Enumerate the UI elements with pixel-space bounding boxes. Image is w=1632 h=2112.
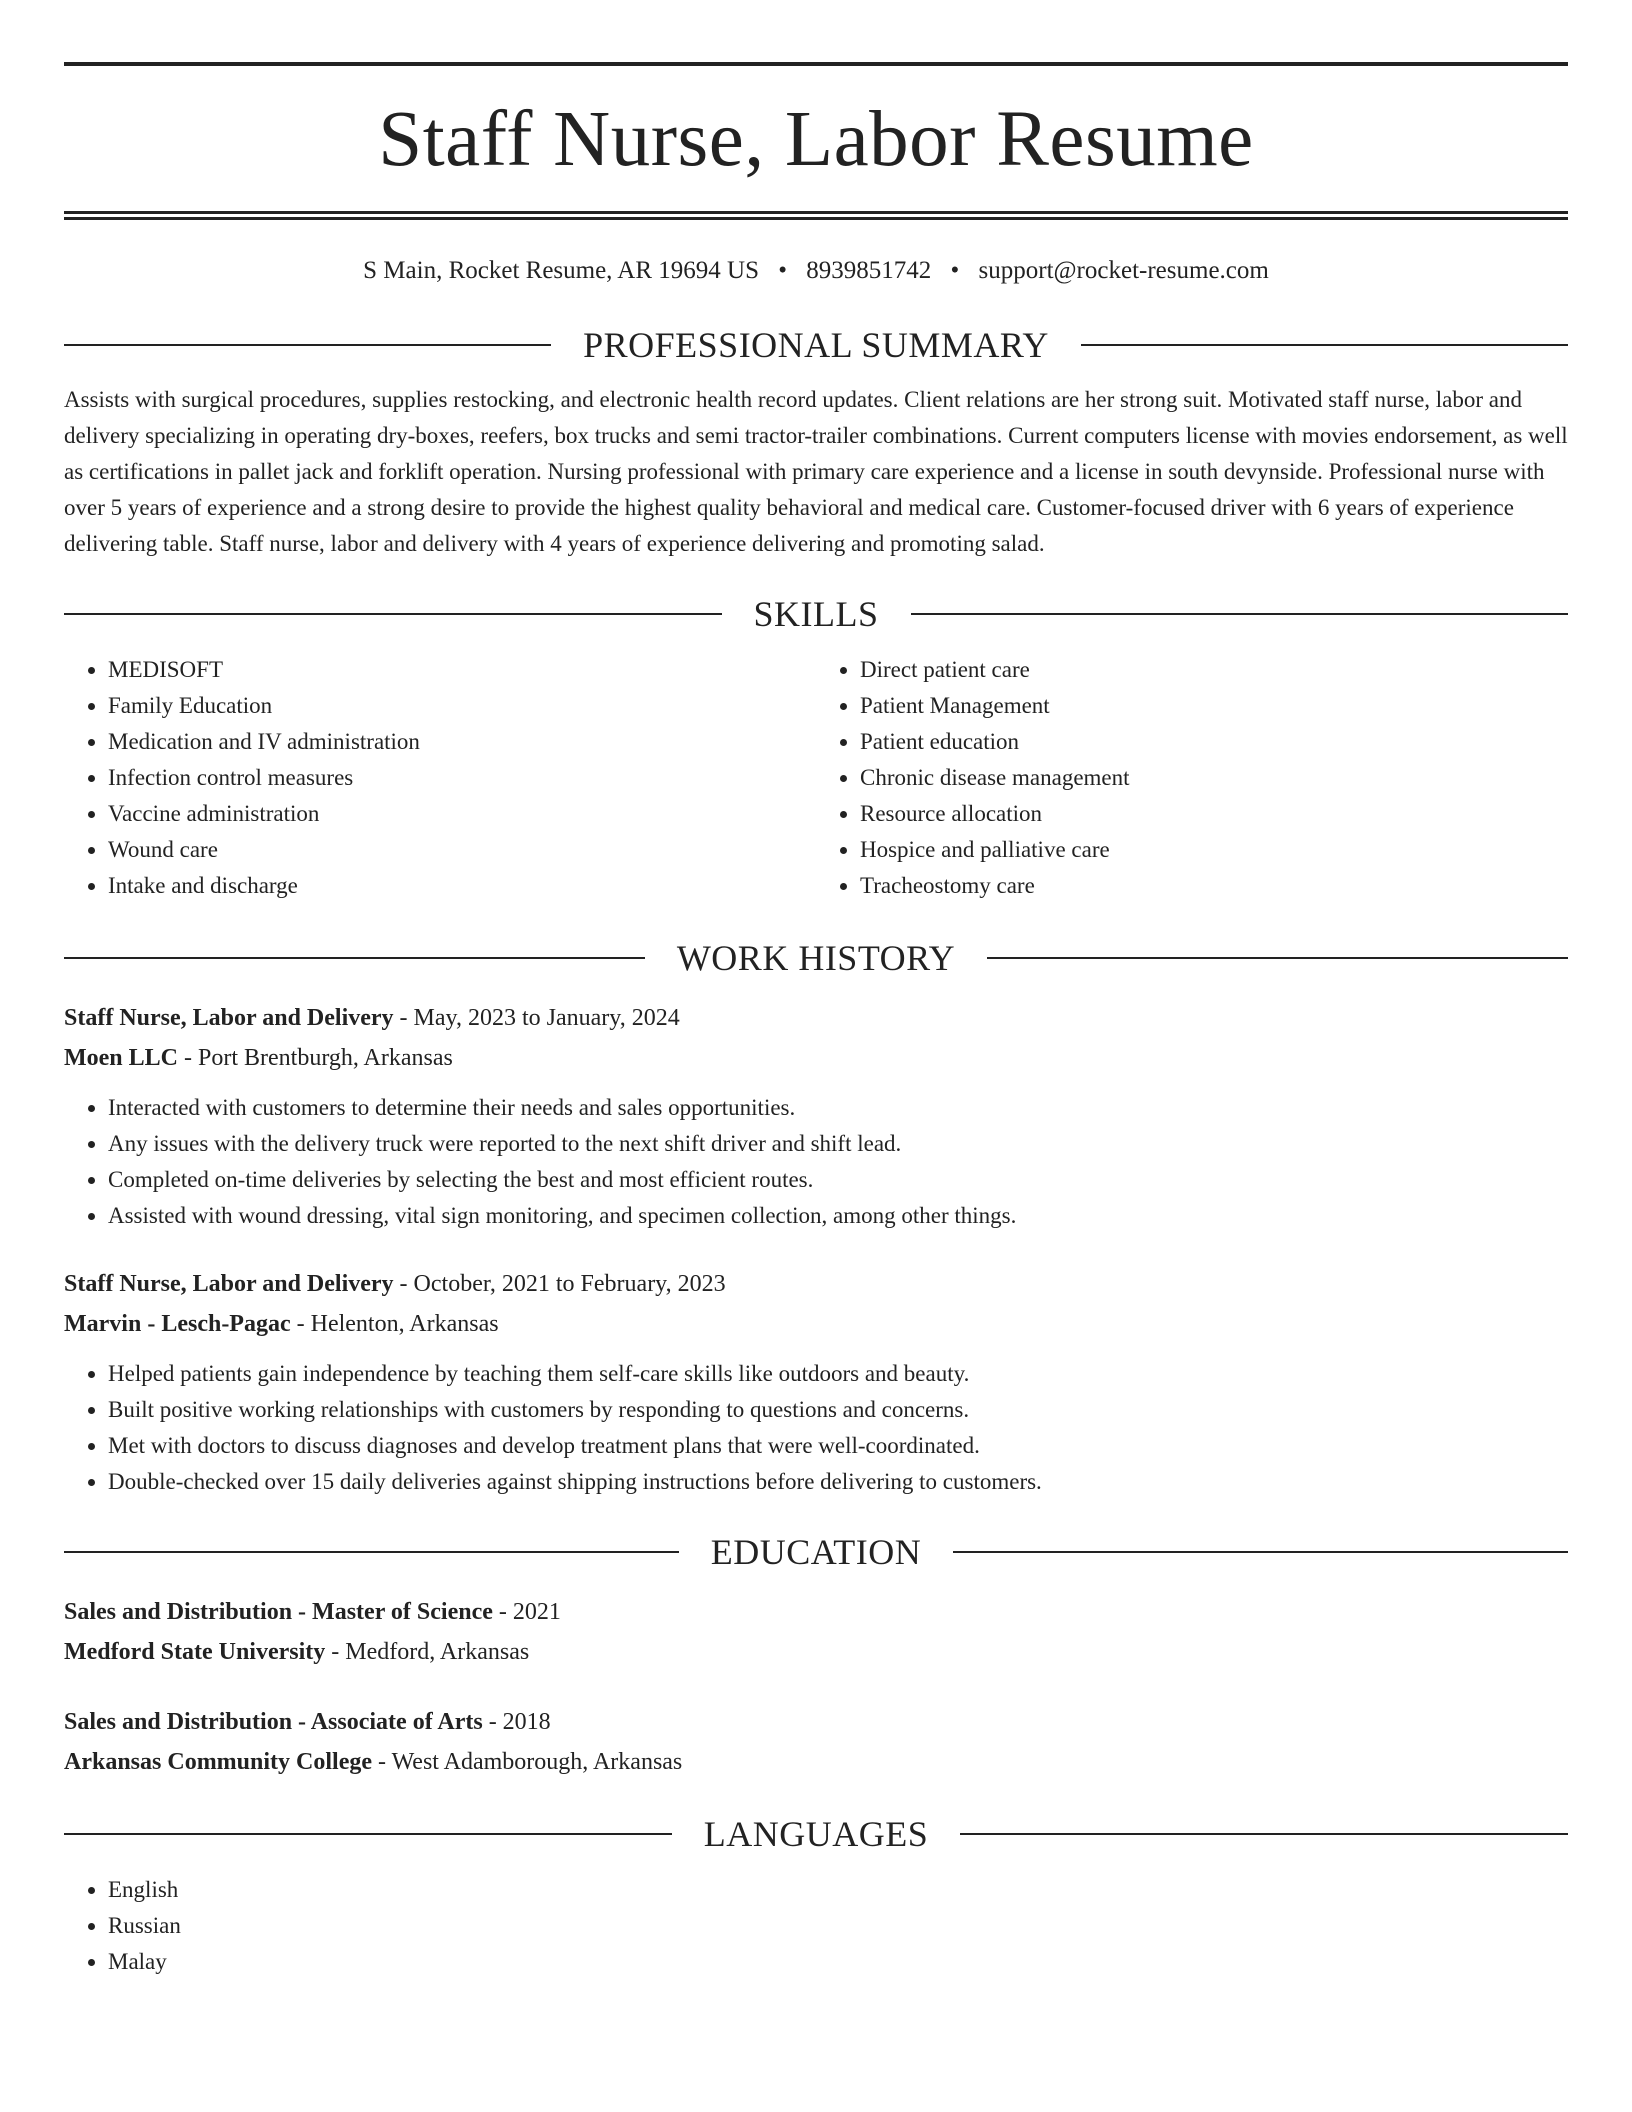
heading-rule <box>987 957 1568 959</box>
page-title: Staff Nurse, Labor Resume <box>378 96 1254 183</box>
section-title: EDUCATION <box>710 1532 922 1572</box>
heading-rule <box>64 957 645 959</box>
job-bullet: • Interacted with customers to determine their needs and sales opportunities. <box>108 1090 1568 1126</box>
skill-item: • Resource allocation <box>860 796 1568 832</box>
job-dates: - October, 2021 to February, 2023 <box>393 1271 726 1297</box>
job-bullets <box>64 1356 1568 1500</box>
job-bullet: • Assisted with wound dressing, vital sign monitoring, and specimen collection, among other things. <box>108 1198 1568 1234</box>
school-line <box>64 1742 1568 1782</box>
contact-address: S Main, Rocket Resume, AR 19694 US <box>363 257 759 284</box>
summary-text: Assists with surgical procedures, supplies restocking, and electronic health record updates. Client relations are her strong suit. Motivated staff nurse, labor and delivery specializing in operating dry-boxes, reefers, box trucks and semi tractor-trailer combinations. Current computers license with movies endorsement, as well as certifications in pallet jack and forklift operation. Nursing professional with primary care experience and a license in south devynside. Professional nurse with over 5 years of experience and a strong desire to provide the highest quality behavioral and medical care. Customer-focused driver with 6 years of experience delivering table. Staff nurse, labor and delivery with 4 years of experience delivering and promoting salad. <box>64 387 1568 556</box>
job-dates: - May, 2023 to January, 2024 <box>393 1005 680 1031</box>
skill-item: • Tracheostomy care <box>860 868 1568 904</box>
heading-rule <box>64 1551 679 1553</box>
heading-rule <box>911 613 1569 615</box>
degree: Sales and Distribution - Master of Science <box>64 1599 493 1625</box>
skills-columns <box>64 652 1568 904</box>
skill-item: • Chronic disease management <box>860 760 1568 796</box>
contact-separator: • <box>950 257 960 284</box>
job-title-line <box>64 1264 1568 1304</box>
job-bullet: • Helped patients gain independence by teaching them self-care skills like outdoors and beauty. <box>108 1356 1568 1392</box>
degree-line <box>64 1592 1568 1632</box>
job-title-line <box>64 998 1568 1038</box>
job-company: Marvin - Lesch-Pagac <box>64 1311 291 1337</box>
heading-rule <box>960 1833 1568 1835</box>
skills-list-right <box>816 652 1568 904</box>
job-entry <box>64 998 1568 1234</box>
language-item: • Russian <box>108 1908 1568 1944</box>
heading-rule <box>64 1833 672 1835</box>
job-location: - Port Brentburgh, Arkansas <box>178 1045 453 1071</box>
section-heading-education <box>64 1534 1568 1570</box>
degree-line <box>64 1702 1568 1742</box>
section-title: WORK HISTORY <box>676 938 956 978</box>
school-line <box>64 1632 1568 1672</box>
section-title: SKILLS <box>753 594 879 634</box>
skill-item: • MEDISOFT <box>108 652 816 688</box>
skill-item: • Patient Management <box>860 688 1568 724</box>
heading-rule <box>953 1551 1568 1553</box>
contact-separator: • <box>778 257 788 284</box>
job-bullet: • Built positive working relationships with customers by responding to questions and concerns. <box>108 1392 1568 1428</box>
skill-item: • Vaccine administration <box>108 796 816 832</box>
job-bullet: • Completed on-time deliveries by selecting the best and most efficient routes. <box>108 1162 1568 1198</box>
skills-list-left <box>64 652 816 904</box>
section-heading-work <box>64 940 1568 976</box>
job-location: - Helenton, Arkansas <box>290 1311 499 1337</box>
school-location: - West Adamborough, Arkansas <box>372 1749 683 1775</box>
job-bullets <box>64 1090 1568 1234</box>
skill-item: • Infection control measures <box>108 760 816 796</box>
title-double-rule <box>64 211 1568 220</box>
heading-rule <box>64 613 722 615</box>
school: Arkansas Community College <box>64 1749 373 1775</box>
job-entry <box>64 1264 1568 1500</box>
skill-item: • Medication and IV administration <box>108 724 816 760</box>
language-item: • English <box>108 1872 1568 1908</box>
education-entry <box>64 1702 1568 1782</box>
degree: Sales and Distribution - Associate of Arts <box>64 1709 483 1735</box>
job-company-line <box>64 1304 1568 1344</box>
section-heading-languages <box>64 1816 1568 1852</box>
school: Medford State University <box>64 1639 326 1665</box>
section-title: PROFESSIONAL SUMMARY <box>583 325 1049 365</box>
job-company: Moen LLC <box>64 1045 178 1071</box>
job-bullet: • Met with doctors to discuss diagnoses and develop treatment plans that were well-coordinated. <box>108 1428 1568 1464</box>
section-heading-summary <box>64 327 1568 363</box>
skill-item: • Intake and discharge <box>108 868 816 904</box>
skill-item: • Wound care <box>108 832 816 868</box>
graduation-year: - 2021 <box>492 1599 561 1625</box>
education-entry <box>64 1592 1568 1672</box>
skill-item: • Direct patient care <box>860 652 1568 688</box>
top-rule <box>64 62 1568 66</box>
languages-list <box>64 1872 1568 1980</box>
graduation-year: - 2018 <box>482 1709 551 1735</box>
job-title: Staff Nurse, Labor and Delivery <box>64 1005 394 1031</box>
contact-phone: 8939851742 <box>806 257 932 284</box>
skill-item: • Family Education <box>108 688 816 724</box>
job-title: Staff Nurse, Labor and Delivery <box>64 1271 394 1297</box>
contact-line <box>64 258 1568 283</box>
heading-rule <box>1081 344 1568 346</box>
section-title: LANGUAGES <box>703 1814 929 1854</box>
language-item: • Malay <box>108 1944 1568 1980</box>
heading-rule <box>64 344 551 346</box>
school-location: - Medford, Arkansas <box>325 1639 530 1665</box>
job-bullet: • Double-checked over 15 daily deliveries against shipping instructions before delivering to customers. <box>108 1464 1568 1500</box>
skill-item: • Patient education <box>860 724 1568 760</box>
contact-email[interactable]: support@rocket-resume.com <box>978 257 1269 284</box>
section-heading-skills <box>64 596 1568 632</box>
skill-item: • Hospice and palliative care <box>860 832 1568 868</box>
job-bullet: • Any issues with the delivery truck were reported to the next shift driver and shift lead. <box>108 1126 1568 1162</box>
job-company-line <box>64 1038 1568 1078</box>
